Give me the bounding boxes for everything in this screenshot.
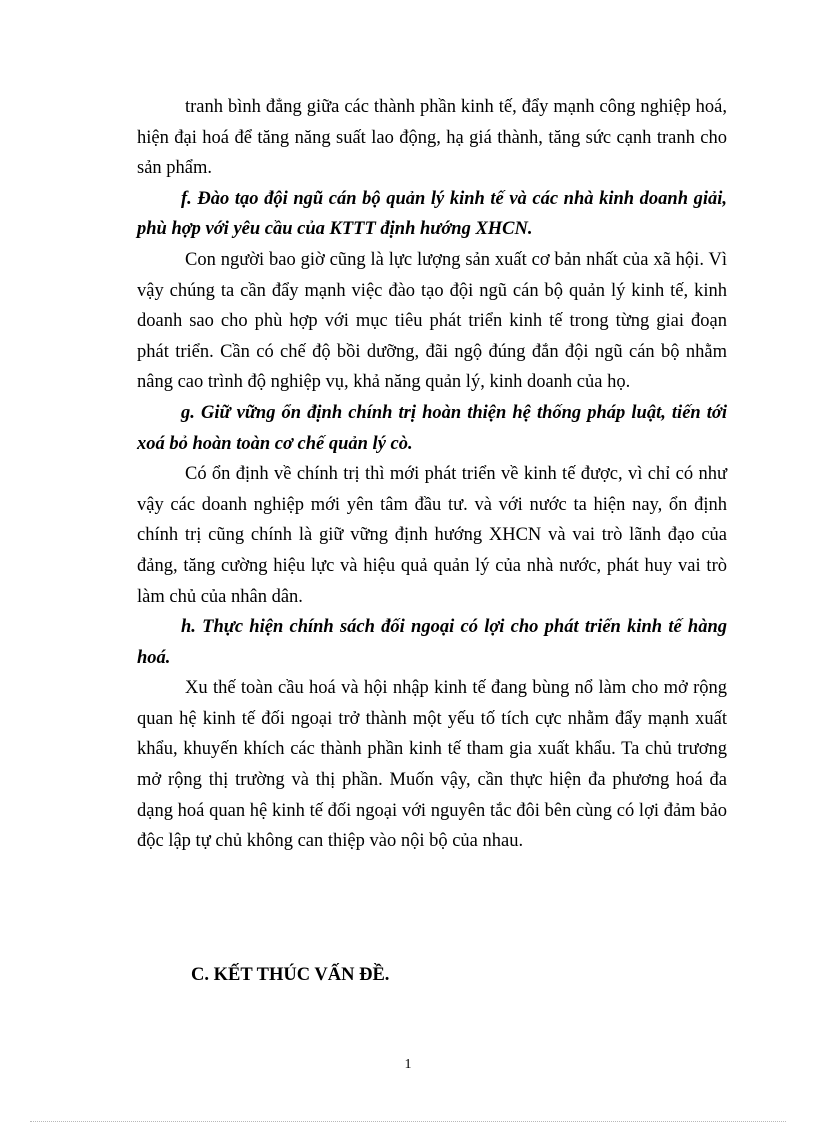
- subheading-h: h. Thực hiện chính sách đối ngoại có lợi cho phát triển kinh tế hàng hoá.: [137, 617, 727, 668]
- page-number: 1: [404, 1057, 412, 1072]
- document-body: [137, 92, 727, 857]
- page-break-divider: [30, 1121, 786, 1122]
- subheading-f: f. Đào tạo đội ngũ cán bộ quản lý kinh tế và các nhà kinh doanh giải, phù hợp với yêu cầu của KTTT định hướng XHCN.: [137, 188, 727, 240]
- subheading-g: g. Giữ vững ổn định chính trị hoàn thiện hệ thống pháp luật, tiến tới xoá bỏ hoàn toàn cơ chế quản lý cò.: [137, 402, 727, 454]
- paragraph-political-stability: Có ổn định về chính trị thì mới phát triển về kinh tế được, vì chỉ có như vậy các doanh nghiệp mới yên tâm đầu tư. và với nước ta hiện nay, ổn định chính trị cũng chính là giữ vững định hướng XHCN và vai trò lãnh đạo của đảng, tăng cường hiệu lực và hiệu quả quản lý của nhà nước, phát huy vai trò làm chủ của nhân dân.: [137, 464, 727, 607]
- paragraph-continuation: tranh bình đẳng giữa các thành phần kinh tế, đẩy mạnh công nghiệp hoá, hiện đại hoá để tăng năng suất lao động, hạ giá thành, tăng sức cạnh tranh cho sản phẩm.: [137, 97, 727, 179]
- paragraph-training: Con người bao giờ cũng là lực lượng sản xuất cơ bản nhất của xã hội. Vì vậy chúng ta cần đẩy mạnh việc đào tạo đội ngũ cán bộ quản lý kinh tế, kinh doanh sao cho phù hợp với mục tiêu phát triển kinh tế trong từng giai đoạn phát triển. Cần có chế độ bồi dưỡng, đãi ngộ đúng đắn đội ngũ cán bộ nhằm nâng cao trình độ nghiệp vụ, khả năng quản lý, kinh doanh của họ.: [137, 249, 727, 393]
- section-heading: C. KẾT THÚC VẤN ĐỀ.: [191, 965, 390, 985]
- paragraph-foreign-policy: Xu thế toàn cầu hoá và hội nhập kinh tế đang bùng nổ làm cho mở rộng quan hệ kinh tế đối ngoại trở thành một yếu tố tích cực nhằm đẩy mạnh xuất khẩu, khuyến khích các thành phần kinh tế tham gia xuất khẩu. Ta chủ trương mở rộng thị trường và thị phần. Muốn vậy, cần thực hiện đa phương hoá đa dạng hoá quan hệ kinh tế đối ngoại với nguyên tắc đôi bên cùng có lợi đảm bảo độc lập tự chủ không can thiệp vào nội bộ của nhau.: [137, 678, 727, 852]
